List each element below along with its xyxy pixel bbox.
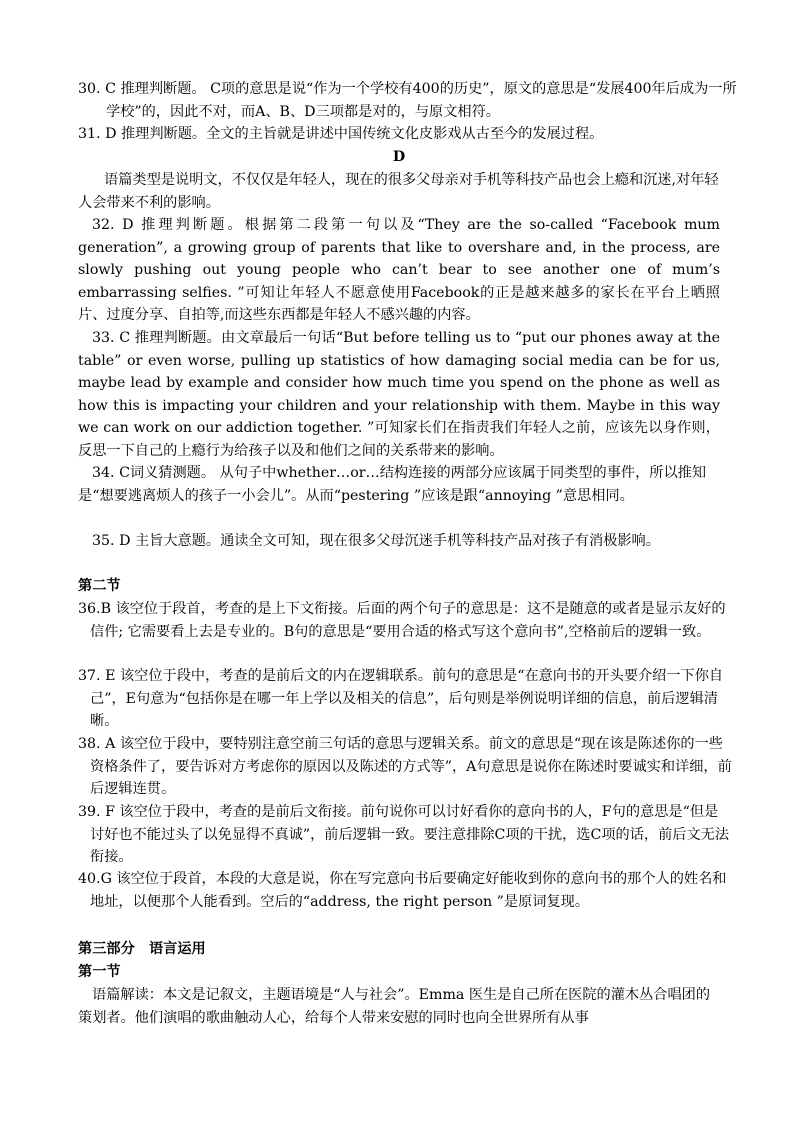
answer-q35: 35. D 主旨大意题。通读全文可知，现在很多父母沉迷手机等科技产品对孩子有消极影响。 (92, 533, 660, 549)
section-heading-2: 第二节 (78, 578, 121, 594)
part-3-heading: 第三部分 语言运用 (78, 941, 206, 957)
answer-q37: 37. E 该空位于段中，考查的是前后文的内在逻辑联系。前句的意思是“在意向书的开头要介绍一下你自己”，E句意为“包括你是在哪一年上学以及相关的信息”，后句则是举例说明详细的信息，前后逻辑清晰。 (78, 668, 724, 729)
answer-q33: 33. C 推理判断题。由文章最后一句话“But before telling us to “put our phones away at the table” or even worse, pulling up statistics of how damaging social media can be for us, maybe lead by example and consider how much time you spend on the phone as well as how this is impacting your children and your relationship with them. Maybe in this way we can work on our addiction together. ”可知家长们在指责我们年轻人之前，应该先以身作则，反思一下自己的上瘾行为给孩子以及和他们之间的关系带来的影响。 (78, 330, 720, 459)
answer-q39: 39. F 该空位于段中，考查的是前后文衔接。前句说你可以讨好看你的意向书的人，F句的意思是“但是讨好也不能过头了以免显得不真诚”，前后逻辑一致。要注意排除C项的干扰，选C项的话，前后文无法衔接。 (78, 804, 730, 865)
answer-q32: 32. D 推理判断题。根据第二段第一句以及“They are the so-called “Facebook mum generation”, a growing group of parents that like to overshare and, in the process, are slowly pushing out young people who can’t bear to see another one of mum’s embarrassing selfies. ”可知让年轻人不愿意使用Facebook的正是越来越多的家长在平台上晒照片、过度分享、自拍等,而这些东西都是年轻人不感兴趣的内容。 (78, 217, 720, 323)
passage-d-intro: 语篇类型是说明文，不仅仅是年轻人，现在的很多父母亲对手机等科技产品也会上瘾和沉迷,对年轻人会带来不利的影响。 (78, 172, 719, 211)
section-heading-d: D (392, 149, 406, 165)
answer-q30: 30. C 推理判断题。 C项的意思是说“作为一个学校有400的历史”，原文的意思是“发展400年后成为一所学校”的，因此不对，而A、B、D三项都是对的，与原文相符。 (78, 81, 737, 120)
answer-q36: 36.B 该空位于段首，考查的是上下文衔接。后面的两个句子的意思是：这不是随意的或者是显示友好的信件; 它需要看上去是专业的。B句的意思是“要用合适的格式写这个意向书”,空格前后的逻辑一致。 (78, 601, 726, 640)
answer-q40: 40.G 该空位于段首，本段的大意是说，你在写完意向书后要确定好能收到你的意向书的那个人的姓名和地址，以便那个人能看到。空后的“address, the right person ”是原词复现。 (78, 871, 727, 910)
answer-q31: 31. D 推理判断题。全文的主旨就是讲述中国传统文化皮影戏从古至今的发展过程。 (78, 126, 604, 142)
part-3-passage-intro: 语篇解读：本文是记叙文，主题语境是“人与社会”。Emma 医生是自己所在医院的灌木丛合唱团的策划者。他们演唱的歌曲触动人心，给每个人带来安慰的同时也向全世界所有从事 (78, 987, 711, 1026)
answer-q34: 34. C词义猜测题。 从句子中whether…or…结构连接的两部分应该属于同类型的事件，所以推知是“想要逃离烦人的孩子一小会儿”。从而“pestering ”应该是跟“annoying ”意思相同。 (78, 465, 707, 504)
answer-q38: 38. A 该空位于段中，要特别注意空前三句话的意思与逻辑关系。前文的意思是“现在该是陈述你的一些资格条件了，要告诉对方考虑你的原因以及陈述的方式等”，A句意思是说你在陈述时要诚实和详细，前后逻辑连贯。 (78, 736, 732, 797)
section-heading-1: 第一节 (78, 964, 121, 980)
